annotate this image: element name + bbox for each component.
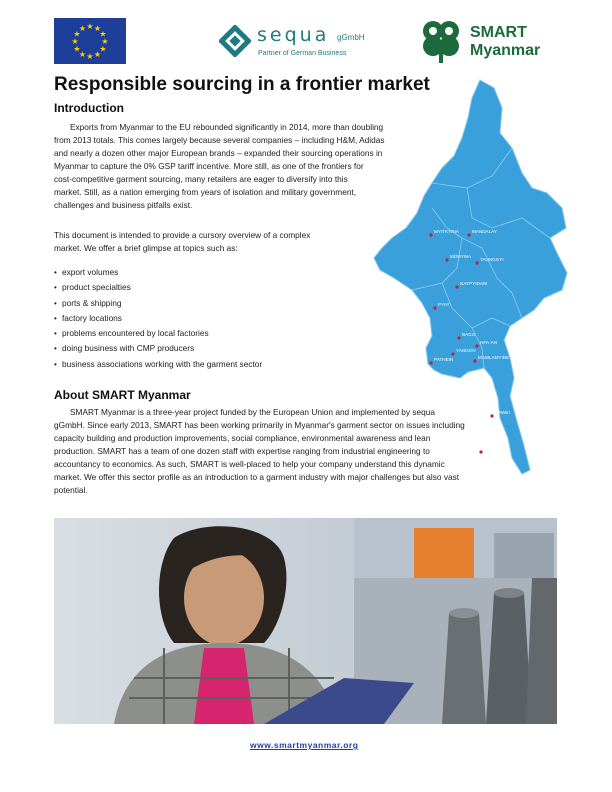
list-item: • factory locations: [54, 311, 262, 326]
overview-paragraph: [54, 229, 310, 255]
sequa-mark-icon: [219, 25, 251, 57]
intro-line: market. Still, as a nation emerging from years of isolation and military government,: [54, 187, 357, 197]
city-label: TAUNGGYI: [480, 257, 504, 262]
website-link[interactable]: www.smartmyanmar.org: [250, 740, 359, 750]
city-marker: [479, 450, 482, 453]
sequa-tagline: Partner of German Business: [258, 50, 347, 57]
intro-line: Exports from Myanmar to the EU rebounded significantly in 2014, more than doubling: [70, 122, 384, 132]
introduction-heading: Introduction: [54, 101, 124, 115]
about-line: gGmbH. Since early 2013, SMART has been working primarily in Myanmar's garment sector on issues including: [54, 420, 465, 430]
smart-logo-line1: SMART: [470, 24, 527, 41]
city-label: HPA-AN: [480, 340, 498, 345]
city-marker: [457, 336, 460, 339]
city-marker: [490, 414, 493, 417]
introduction-paragraph: [54, 121, 385, 212]
eu-star-icon: ★: [93, 49, 102, 59]
about-line: capacity building and production improvements, social compliance, environmental awareness and lean: [54, 433, 431, 443]
eu-star-icon: ★: [71, 37, 79, 46]
about-line: market. We offer this sector profile as an introduction to a garment industry with major challenges but also vast: [54, 472, 460, 482]
city-label: MYEIK: [484, 446, 499, 451]
topics-list: [54, 265, 262, 372]
city-label: PYAY: [438, 302, 450, 307]
eu-star-icon: ★: [93, 24, 102, 34]
garment-worker-photo: [54, 518, 557, 724]
eu-star-icon: ★: [73, 44, 81, 54]
city-label: MANDALAY: [472, 229, 497, 234]
smart-logo-line2: Myanmar: [470, 42, 541, 59]
city-marker: [429, 361, 432, 364]
overview-line: market. We offer a brief glimpse at topics such as:: [54, 243, 238, 253]
list-item: • business associations working with the garment sector: [54, 357, 262, 372]
city-marker: [455, 285, 458, 288]
eu-star-icon: ★: [73, 29, 81, 39]
eu-star-icon: ★: [99, 29, 107, 39]
about-line: accountancy to economics. As such, SMART is well-placed to help your company understand this dynamic: [54, 459, 445, 469]
list-item: • ports & shipping: [54, 296, 262, 311]
city-label: NAYPYIDAW: [460, 281, 488, 286]
list-item: • export volumes: [54, 265, 262, 280]
city-marker: [473, 359, 476, 362]
intro-line: cost-competitive garment sourcing, many retailers are eager to diversify into this: [54, 174, 348, 184]
overview-line: This document is intended to provide a cursory overview of a complex: [54, 230, 311, 240]
smart-myanmar-logo: [420, 18, 570, 64]
sequa-logo: [219, 22, 369, 62]
page-title: Responsible sourcing in a frontier market: [54, 74, 430, 95]
intro-line: from 2013 totals. This comes largely because several companies – including H&M, Adidas: [54, 135, 385, 145]
city-label: MONYWA: [450, 254, 472, 259]
list-item: • product specialties: [54, 280, 262, 295]
intro-line: and nearly a dozen other major European brands – expanded their sourcing operations in: [54, 148, 383, 158]
sequa-suffix: gGmbH: [337, 33, 365, 42]
city-label: YANGON: [456, 348, 476, 353]
list-item: • doing business with CMP producers: [54, 341, 262, 356]
about-line: SMART Myanmar is a three-year project funded by the European Union and implemented by sequa: [70, 407, 435, 417]
eu-star-icon: ★: [86, 22, 94, 31]
sequa-name: sequa: [257, 24, 330, 46]
city-label: MYITKYINA: [434, 229, 459, 234]
city-marker: [429, 233, 432, 236]
list-item: • problems encountered by local factories: [54, 326, 262, 341]
city-marker: [467, 233, 470, 236]
about-paragraph: [54, 406, 465, 497]
city-label: BAGO: [462, 332, 476, 337]
clover-icon: [420, 18, 462, 64]
city-marker: [475, 344, 478, 347]
city-marker: [451, 352, 454, 355]
intro-line: Myanmar to capture the 0% GSP tariff incentive. More still, as one of the frontiers for: [54, 161, 364, 171]
about-line: potential.: [54, 485, 88, 495]
about-heading: About SMART Myanmar: [54, 388, 191, 402]
city-label: PATHEIN: [434, 357, 454, 362]
city-marker: [433, 306, 436, 309]
city-label: DAWEI: [495, 410, 510, 415]
city-marker: [445, 258, 448, 261]
about-line: production. SMART has a team of one dozen staff with expertise ranging from industrial engineering to: [54, 446, 430, 456]
eu-flag-logo: [54, 18, 126, 64]
eu-star-icon: ★: [78, 24, 87, 34]
city-marker: [475, 261, 478, 264]
eu-star-icon: ★: [101, 37, 109, 46]
intro-line: challenges and business pitfalls exist.: [54, 200, 193, 210]
eu-star-icon: ★: [99, 44, 107, 54]
eu-star-icon: ★: [78, 49, 87, 59]
city-label: MAWLAMYINE: [478, 355, 510, 360]
eu-star-icon: ★: [86, 52, 94, 61]
